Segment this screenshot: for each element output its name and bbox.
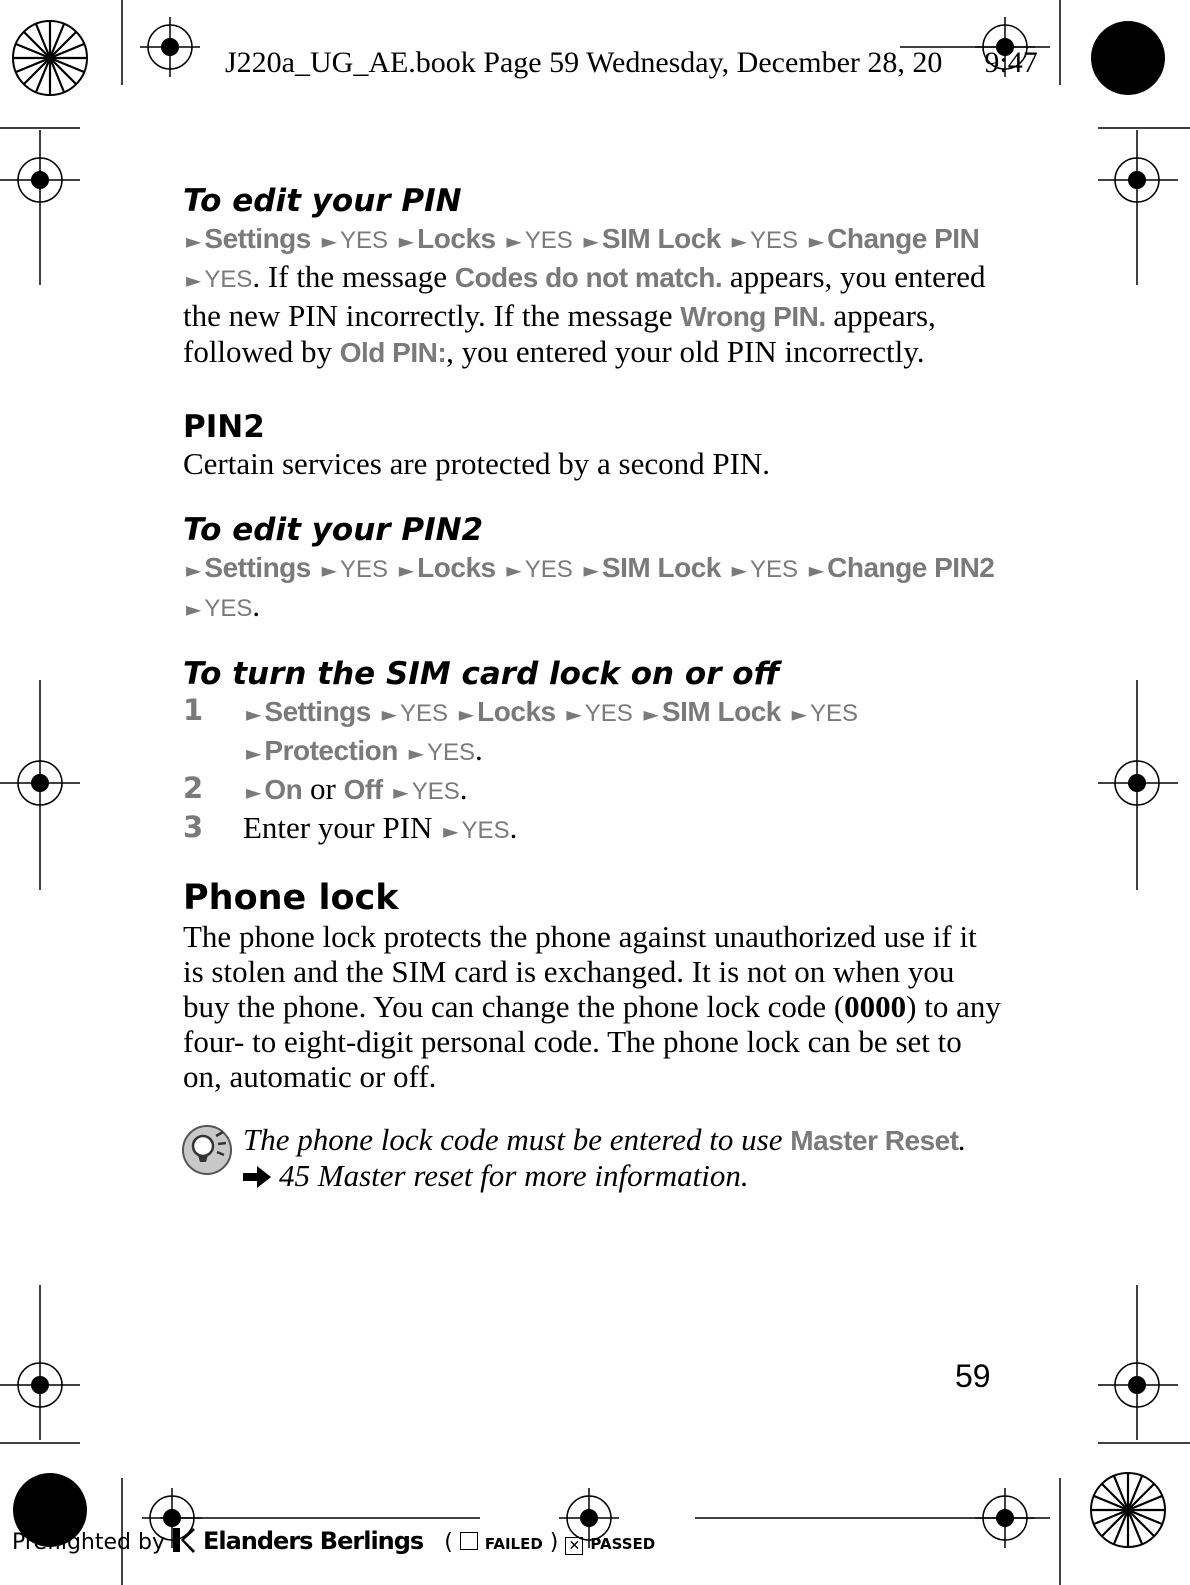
passed-label: PASSED [590, 1535, 656, 1553]
menu-sim-lock: SIM Lock [661, 696, 781, 727]
section-phone-lock [183, 877, 1003, 1094]
key-yes: YES [809, 700, 859, 727]
section-title: PIN2 [183, 409, 265, 445]
punctuation: . [252, 588, 261, 623]
tip-lightbulb-icon [181, 1124, 233, 1176]
body-paragraph [183, 919, 1003, 1094]
step-number: 1 [183, 693, 204, 727]
menu-master-reset: Master Reset [790, 1125, 959, 1156]
key-yes: YES [524, 227, 573, 254]
tip-note [183, 1122, 1003, 1193]
body-paragraph: Certain services are protected by a second PIN. [183, 446, 771, 481]
cross-reference: 45 Master reset for more information. [279, 1158, 749, 1193]
tip-sentence: The phone lock code must be entered to use [243, 1122, 791, 1157]
step-2: 2 ► On or Off ► YES. [183, 771, 468, 806]
body-text: . If the message [252, 259, 455, 294]
step-number: 2 [183, 771, 204, 805]
body-text: appears, followed by [183, 298, 936, 369]
menu-change-pin: Change PIN [827, 223, 980, 254]
option-on: On [264, 774, 303, 805]
key-yes: YES [400, 700, 449, 727]
section-title: Phone lock [183, 878, 399, 918]
section-title: To turn the SIM card lock on or off [183, 656, 780, 692]
punctuation: . [459, 771, 468, 806]
arrow-right-icon [243, 1166, 271, 1188]
key-yes: YES [204, 266, 253, 293]
header-text: J220a_UG_AE.book Page 59 Wednesday, December 28, 20 [225, 46, 943, 79]
body-text: , you entered your old PIN incorrectly. [446, 334, 925, 369]
message-old-pin: Old PIN: [339, 337, 447, 368]
message-wrong-pin: Wrong PIN. [680, 301, 826, 332]
key-yes: YES [749, 556, 799, 583]
key-yes: YES [411, 778, 460, 805]
menu-settings: Settings [204, 552, 311, 583]
body-text: or [302, 771, 344, 806]
key-yes: YES [524, 556, 573, 583]
preflight-brand: Elanders Berlings [202, 1527, 424, 1555]
menu-settings: Settings [264, 696, 371, 727]
punctuation: . [958, 1122, 967, 1157]
header-time: 9:47 [984, 46, 1038, 79]
step-number: 3 [183, 810, 204, 844]
key-yes: YES [340, 227, 389, 254]
menu-locks: Locks [417, 223, 496, 254]
section-edit-pin2 [183, 511, 1003, 627]
page-number: 59 [955, 1358, 991, 1394]
page-content [183, 182, 1003, 1193]
menu-protection: Protection [264, 735, 398, 766]
key-yes: YES [749, 227, 799, 254]
step-3: 3 Enter your PIN ► YES. [183, 810, 518, 845]
elanders-logo-icon [172, 1527, 196, 1553]
running-header [225, 46, 1038, 80]
key-yes: YES [204, 595, 253, 622]
option-off: Off [343, 774, 383, 805]
checkbox-failed-icon [460, 1532, 478, 1550]
section-sim-lock [183, 655, 1003, 849]
instruction-paragraph: ► Settings ► YES ► Locks ► YES ► SIM Lock ► YES ► Change PIN2 ► YES. [186, 552, 995, 623]
menu-sim-lock: SIM Lock [601, 552, 721, 583]
preflight-prefix: Preflighted by [12, 1530, 165, 1555]
key-yes: YES [584, 700, 633, 727]
menu-change-pin2: Change PIN2 [827, 552, 995, 583]
tip-text [243, 1122, 1003, 1158]
body-text: ) to any four- to eight-digit personal code. The phone lock can be set to on, automatic or off. [183, 989, 1001, 1094]
section-pin2 [183, 408, 1003, 481]
section-edit-pin [183, 182, 1003, 370]
preflight-footer: Preflighted by Elanders Berlings ( FAILED ) ✕ PASSED [12, 1527, 656, 1555]
menu-sim-lock: SIM Lock [601, 223, 721, 254]
menu-settings: Settings [204, 223, 311, 254]
checkbox-passed-icon: ✕ [565, 1537, 583, 1555]
menu-locks: Locks [477, 696, 556, 727]
section-title: To edit your PIN2 [183, 512, 484, 548]
body-text: appears, you entered the new PIN incorrectly. If the message [183, 259, 986, 333]
instruction-paragraph: ► Settings ► YES ► Locks ► YES ► SIM Lock ► YES ► Change PIN ► YES. If the message Codes do not match. appears, you entered the new PIN incorrectly. If the message Wrong PIN. appears, followed by Old PIN:, you entered your old PIN incorrectly. [183, 223, 986, 369]
key-yes: YES [427, 739, 476, 766]
key-yes: YES [340, 556, 389, 583]
tip-reference [243, 1158, 1003, 1193]
key-yes: YES [461, 817, 510, 844]
step-1: 1 ► Settings ► YES ► Locks ► YES ► SIM Lock ► YES ► Protection ► YES. [183, 693, 859, 767]
default-code: 0000 [844, 989, 907, 1024]
message-codes-do-not-match: Codes do not match. [454, 262, 723, 293]
section-title: To edit your PIN [183, 183, 462, 219]
body-text: Enter your PIN [243, 810, 441, 845]
menu-locks: Locks [417, 552, 496, 583]
punctuation: . [509, 810, 518, 845]
punctuation: . [475, 732, 483, 767]
body-text: The phone lock protects the phone against unauthorized use if it is stolen and the SIM card is exchanged. It is not on when you buy the phone. You can change the phone lock code ( [183, 919, 977, 1024]
failed-label: FAILED [484, 1535, 543, 1553]
